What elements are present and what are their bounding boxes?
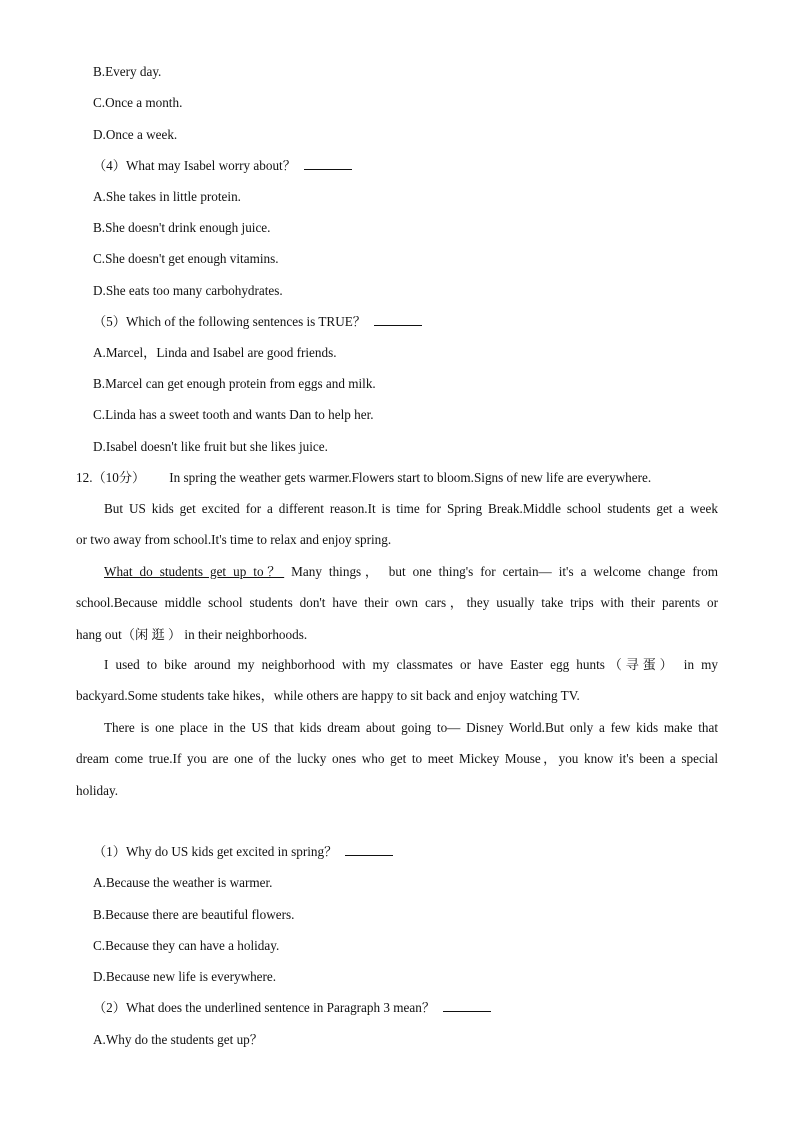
sub-question-2 (93, 1000, 491, 1016)
underlined-sentence: What do students get up to？ (104, 564, 285, 579)
sub-question-1 (93, 844, 393, 860)
option-3d: D.Once a week. (93, 127, 178, 142)
sub-question-2-prompt: （2）What does the underlined sentence in Paragraph 3 mean？ (93, 1000, 436, 1015)
answer-blank (304, 158, 352, 170)
question-4 (93, 158, 352, 174)
passage-paragraph-1: But US kids get excited for a different reason.It is time for Spring Break.Middle school students get a week or two away from school.It's time to relax and enjoy spring. (76, 501, 718, 548)
option-4a: A.She takes in little protein. (93, 189, 241, 204)
option-3c: C.Once a month. (93, 95, 183, 110)
question-5-prompt: （5）Which of the following sentences is TRUE？ (93, 314, 366, 329)
option-5d: D.Isabel doesn't like fruit but she likes juice. (93, 439, 328, 454)
question-12-header (76, 470, 651, 486)
answer-blank (374, 314, 422, 326)
passage-intro: In spring the weather gets warmer.Flowers start to bloom.Signs of new life are everywhere. (169, 470, 652, 485)
option-1d: D.Because new life is everywhere. (93, 969, 277, 984)
option-4d: D.She eats too many carbohydrates. (93, 283, 283, 298)
question-5 (93, 314, 422, 330)
passage-paragraph-4: There is one place in the US that kids dream about going to— Disney World.But only a few kids make that dream come true.If you are one of the lucky ones who get to meet Mickey Mouse，you know it's been a special holiday. (76, 720, 718, 798)
sub-question-1-prompt: （1）Why do US kids get excited in spring？ (93, 844, 338, 859)
option-1a: A.Because the weather is warmer. (93, 875, 273, 890)
answer-blank (345, 844, 393, 856)
option-4b: B.She doesn't drink enough juice. (93, 220, 271, 235)
question-12-number: 12.（10分） (76, 470, 146, 485)
option-2a: A.Why do the students get up？ (93, 1032, 263, 1047)
option-4c: C.She doesn't get enough vitamins. (93, 251, 279, 266)
option-5a: A.Marcel，Linda and Isabel are good friends. (93, 345, 337, 360)
option-3b: B.Every day. (93, 64, 162, 79)
option-5b: B.Marcel can get enough protein from eggs and milk. (93, 376, 376, 391)
passage-paragraph-2: What do students get up to？ Many things， but one thing's for certain— it's a welcome change from school.Because middle school students don't have their own cars，they usually take trips with their parents or hang out（闲 逛 ） in their neighborhoods. (76, 564, 718, 642)
option-1c: C.Because they can have a holiday. (93, 938, 280, 953)
question-4-prompt: （4）What may Isabel worry about？ (93, 158, 296, 173)
option-1b: B.Because there are beautiful flowers. (93, 907, 295, 922)
answer-blank (443, 1000, 491, 1012)
option-5c: C.Linda has a sweet tooth and wants Dan to help her. (93, 407, 374, 422)
passage-paragraph-3: I used to bike around my neighborhood with my classmates or have Easter egg hunts（寻蛋） in my backyard.Some students take hikes，while others are happy to sit back and enjoy watching TV. (76, 657, 718, 704)
